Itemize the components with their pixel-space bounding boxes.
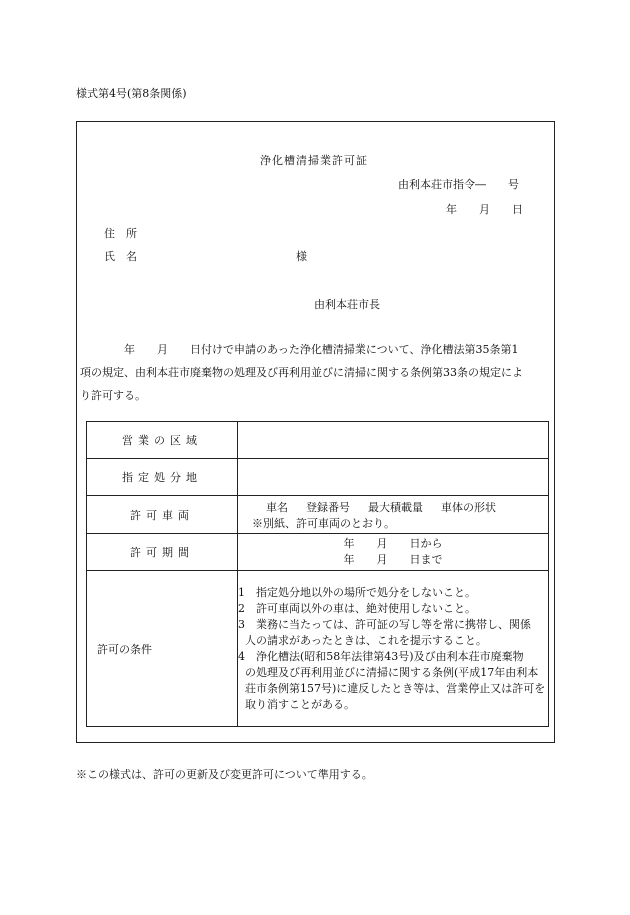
table-row — [87, 422, 549, 459]
condition-item-cont: 人の請求があったときは、これを提示すること。 — [245, 633, 487, 647]
table-row — [87, 496, 549, 534]
table-row — [87, 459, 549, 496]
disposal-label: 指定処分地 — [87, 459, 238, 496]
body-text — [80, 338, 550, 407]
conditions-label: 許可の条件 — [87, 571, 238, 727]
condition-item: 2 許可車両以外の車は、絶対使用しないこと。 — [238, 601, 476, 615]
document-title: 浄化槽清掃業許可証 — [260, 154, 368, 167]
condition-item: 3 業務に当たっては、許可証の写し等を常に携帯し、関係 — [238, 617, 531, 631]
table-row — [87, 534, 549, 571]
period-label: 許可期間 — [87, 534, 238, 571]
document-number: 由利本荘市指令― 号 — [398, 178, 519, 191]
condition-item: 4 浄化槽法(昭和58年法律第43号)及び由利本荘市廃棄物 — [238, 649, 524, 663]
vehicle-columns — [238, 499, 548, 515]
period-to: 年 月 日まで — [343, 553, 443, 566]
name-label: 氏 名 — [104, 250, 137, 263]
conditions-value — [238, 571, 549, 727]
area-label: 営業の区域 — [87, 422, 238, 459]
condition-item-cont: の処理及び再利用並びに清掃に関する条例(平成17年由利本荘市条例第157号)に違反したとき等は、営業停止又は許可を取り消すことがある。 — [245, 665, 546, 711]
address-label: 住 所 — [104, 227, 137, 240]
period-from: 年 月 日から — [343, 537, 443, 550]
document-date: 年 月 日 — [446, 203, 523, 216]
vehicle-label: 許可車両 — [87, 496, 238, 534]
area-value — [238, 422, 549, 459]
form-number: 様式第4号(第8条関係) — [76, 87, 187, 100]
vehicle-col: 登録番号 — [306, 500, 350, 514]
disposal-value — [238, 459, 549, 496]
vehicle-col: 車体の形状 — [441, 500, 496, 514]
body-line: 年 月 日付けで申請のあった浄化槽清掃業について、浄化槽法第35条第1 — [80, 343, 519, 356]
issuer: 由利本荘市長 — [314, 298, 380, 311]
table-row — [87, 571, 549, 727]
condition-item: 1 指定処分地以外の場所で処分をしないこと。 — [238, 585, 476, 599]
vehicle-value — [238, 496, 549, 534]
footnote: ※この様式は、許可の更新及び変更許可について準用する。 — [76, 768, 373, 781]
body-line: り許可する。 — [80, 389, 146, 402]
vehicle-note: ※別紙、許可車両のとおり。 — [252, 516, 395, 530]
honorific: 様 — [296, 250, 307, 263]
permit-table — [86, 421, 549, 727]
vehicle-col: 車名 — [266, 500, 288, 514]
body-line: 項の規定、由利本荘市廃棄物の処理及び再利用並びに清掃に関する条例第33条の規定によ — [80, 366, 523, 379]
period-value — [238, 534, 549, 571]
vehicle-col: 最大積載量 — [368, 500, 423, 514]
